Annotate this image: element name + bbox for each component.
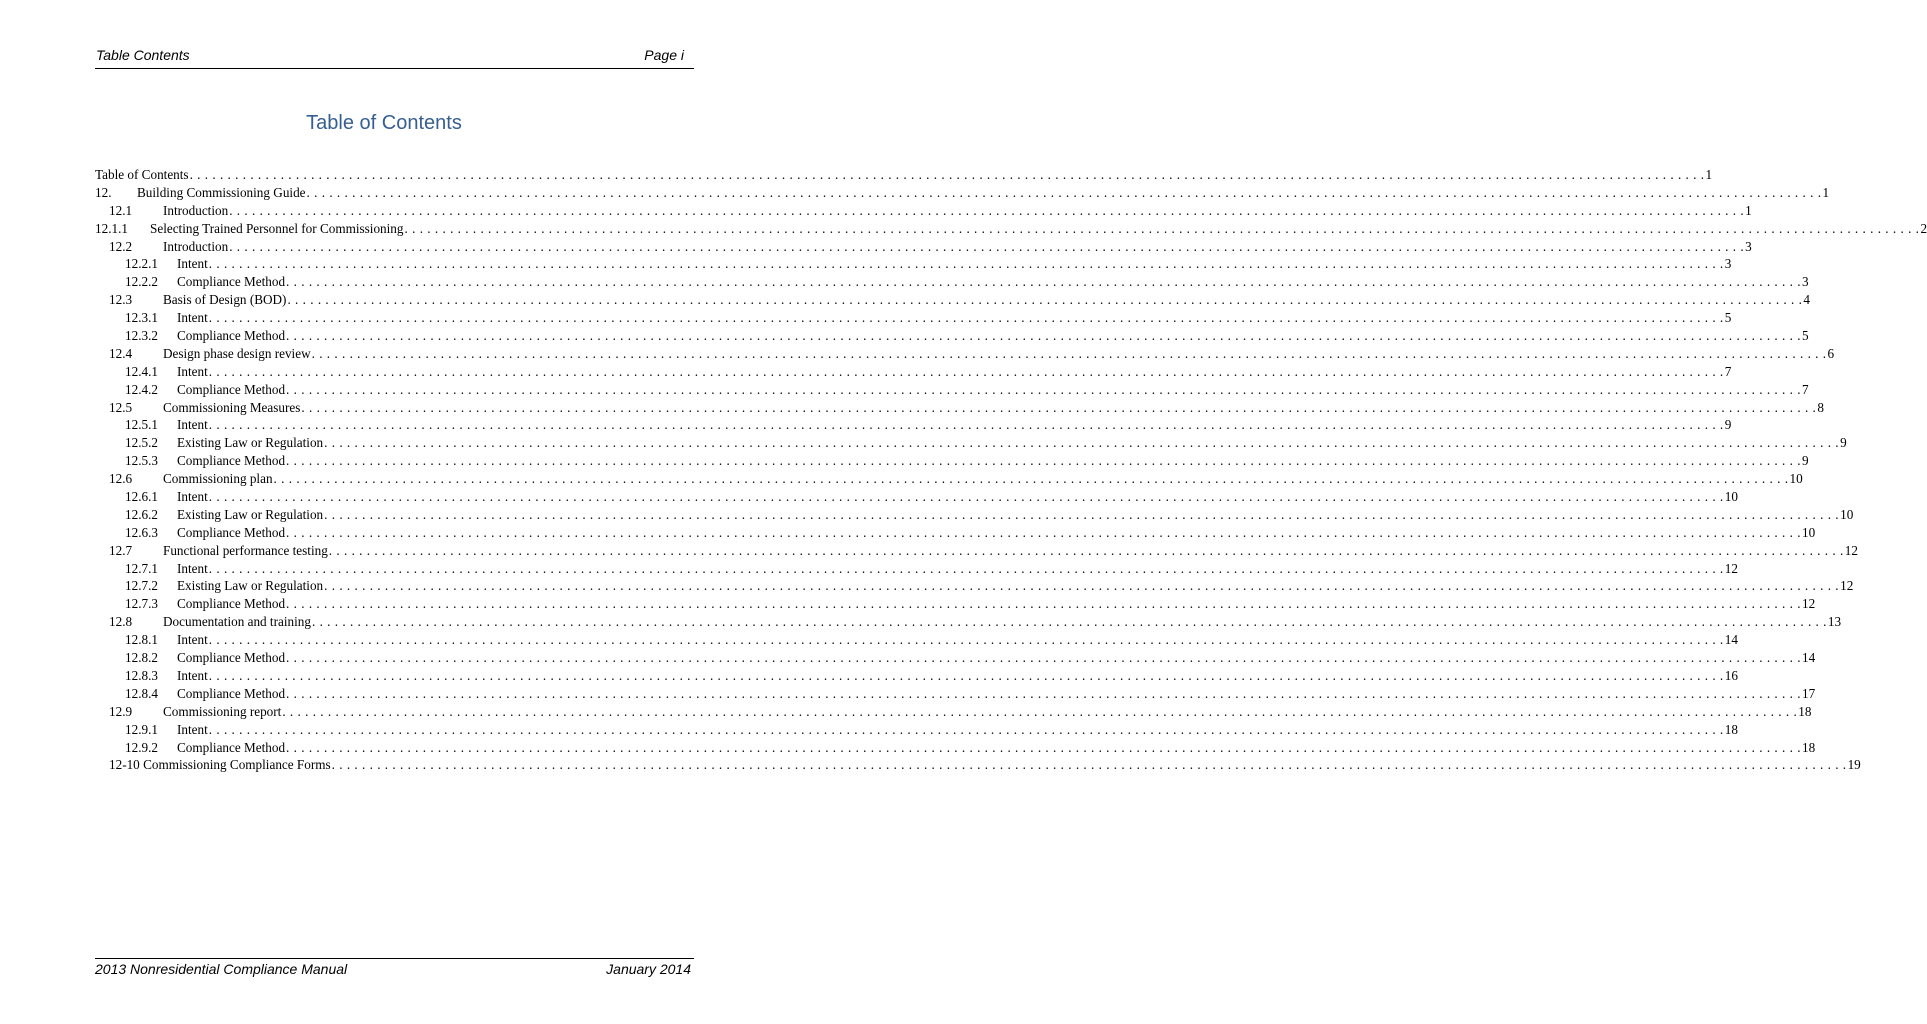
toc-entry-page: 7 bbox=[1802, 381, 1809, 397]
toc-entry[interactable] bbox=[95, 363, 1732, 381]
toc-entry-page: 10 bbox=[1789, 471, 1803, 487]
toc-entry-page: 14 bbox=[1802, 650, 1816, 666]
toc-dot-leader: . . . . . . . . . . . . . . . . . . . . . . . . . . . . . . . . . . . . . . . . . . . . . . . . . . . . . . . . . . . . . . . . . . . . . . . . . . . . . . . . . . . . . . . . . . . . . . . . . . . . . . . . . . . . . . . . . . . . . . . . . . . . . . . . . . . . . . . . . . . . . . . . . . . . . . . . . . . . . . . . . . . . . . . . . . . . . . . . . . . . . . . . . . . . . . . . . . . . . . . . bbox=[286, 381, 1801, 397]
toc-entry-page: 18 bbox=[1802, 739, 1816, 755]
toc-entry-title: Intent bbox=[177, 417, 208, 433]
toc-entry-title: Selecting Trained Personnel for Commissioning bbox=[150, 220, 404, 236]
toc-entry[interactable] bbox=[95, 524, 1816, 542]
toc-entry[interactable] bbox=[95, 202, 1752, 220]
toc-entry-title: Intent bbox=[177, 310, 208, 326]
toc-entry-title: Existing Law or Regulation bbox=[177, 506, 324, 522]
toc-entry-number: 12.5.1 bbox=[125, 417, 158, 433]
toc-entry-number: 12.1.1 bbox=[95, 220, 128, 236]
toc-entry-page: 10 bbox=[1840, 506, 1854, 522]
toc-entry[interactable] bbox=[95, 381, 1809, 399]
toc-entry-page: 2 bbox=[1920, 220, 1927, 236]
toc-entry-title: 12-10 Commissioning Compliance Forms bbox=[109, 757, 331, 773]
toc-entry[interactable] bbox=[95, 345, 1835, 363]
toc-entry-number: 12.3 bbox=[109, 292, 133, 308]
toc-entry[interactable] bbox=[95, 291, 1810, 309]
toc-entry-title: Existing Law or Regulation bbox=[177, 578, 324, 594]
toc-entry-page: 10 bbox=[1802, 524, 1816, 540]
toc-entry-number: 12.5.2 bbox=[125, 435, 158, 451]
toc-entry-title: Compliance Method bbox=[177, 739, 286, 755]
toc-entry-title: Compliance Method bbox=[177, 596, 286, 612]
toc-entry-number: 12.7.2 bbox=[125, 578, 158, 594]
toc-entry-number: 12.7.3 bbox=[125, 596, 158, 612]
toc-entry-page: 13 bbox=[1827, 614, 1842, 630]
toc-entry-number: 12.4 bbox=[109, 345, 133, 361]
toc-entry-page: 12 bbox=[1724, 560, 1738, 576]
footer-date: January 2014 bbox=[606, 961, 691, 977]
toc-entry-number: 12.4.2 bbox=[125, 381, 158, 397]
toc-entry-title: Compliance Method bbox=[177, 524, 286, 540]
toc-entry-page: 12 bbox=[1802, 596, 1816, 612]
toc-entry-number: 12.4.1 bbox=[125, 363, 158, 379]
toc-entry-number: 12.9 bbox=[109, 703, 133, 719]
toc-entry[interactable] bbox=[95, 434, 1847, 452]
toc-dot-leader: . . . . . . . . . . . . . . . . . . . . . . . . . . . . . . . . . . . . . . . . . . . . . . . . . . . . . . . . . . . . . . . . . . . . . . . . . . . . . . . . . . . . . . . . . . . . . . . . . . . . . . . . . . . . . . . . . . . . . . . . . . . . . . . . . . . . . . . . . . . . . . . . . . . . . . . . . . . . . . . . . . . . . . . . . . . . . . . . . . . . . . . . . . . . . . . . . . . . . . . . bbox=[286, 453, 1801, 469]
toc-entry[interactable] bbox=[95, 452, 1809, 470]
toc-entry-page: 17 bbox=[1802, 685, 1816, 701]
toc-entry-number: 12.5.3 bbox=[125, 453, 158, 469]
toc-entry[interactable] bbox=[95, 238, 1752, 256]
toc-dot-leader: . . . . . . . . . . . . . . . . . . . . . . . . . . . . . . . . . . . . . . . . . . . . . . . . . . . . . . . . . . . . . . . . . . . . . . . . . . . . . . . . . . . . . . . . . . . . . . . . . . . . . . . . . . . . . . . . . . . . . . . . . . . . . . . . . . . . . . . . . . . . . . . . . . . . . . . . . . . . . . . . . . . . . . . . . . . . . . . . . . . . . . . . . . . . . . . . . . . . . . . . bbox=[208, 632, 1724, 648]
toc-entry[interactable] bbox=[95, 721, 1738, 739]
toc-entry-page: 4 bbox=[1803, 292, 1810, 308]
toc-dot-leader: . . . . . . . . . . . . . . . . . . . . . . . . . . . . . . . . . . . . . . . . . . . . . . . . . . . . . . . . . . . . . . . . . . . . . . . . . . . . . . . . . . . . . . . . . . . . . . . . . . . . . . . . . . . . . . . . . . . . . . . . . . . . . . . . . . . . . . . . . . . . . . . . . . . . . . . . . . . . . . . . . . . . . . . . . . . . . . . . . . . . . . . . . . . . . . . . . . . . . . . . bbox=[306, 184, 1822, 200]
toc-dot-leader: . . . . . . . . . . . . . . . . . . . . . . . . . . . . . . . . . . . . . . . . . . . . . . . . . . . . . . . . . . . . . . . . . . . . . . . . . . . . . . . . . . . . . . . . . . . . . . . . . . . . . . . . . . . . . . . . . . . . . . . . . . . . . . . . . . . . . . . . . . . . . . . . . . . . . . . . . . . . . . . . . . . . . . . . . . . . . . . . . . . . . . . . . . . . . . . . . . . . . . . . bbox=[311, 614, 1827, 630]
toc-dot-leader: . . . . . . . . . . . . . . . . . . . . . . . . . . . . . . . . . . . . . . . . . . . . . . . . . . . . . . . . . . . . . . . . . . . . . . . . . . . . . . . . . . . . . . . . . . . . . . . . . . . . . . . . . . . . . . . . . . . . . . . . . . . . . . . . . . . . . . . . . . . . . . . . . . . . . . . . . . . . . . . . . . . . . . . . . . . . . . . . . . . . . . . . . . . . . . . . . . . . . . . . bbox=[189, 167, 1705, 182]
toc-entry[interactable] bbox=[95, 506, 1854, 524]
toc-entry-title: Documentation and training bbox=[163, 614, 311, 630]
toc-entry[interactable] bbox=[95, 470, 1803, 488]
toc-entry[interactable] bbox=[95, 667, 1738, 685]
document-title: Table of Contents bbox=[306, 112, 462, 134]
toc-entry-page: 5 bbox=[1802, 328, 1809, 344]
toc-dot-leader: . . . . . . . . . . . . . . . . . . . . . . . . . . . . . . . . . . . . . . . . . . . . . . . . . . . . . . . . . . . . . . . . . . . . . . . . . . . . . . . . . . . . . . . . . . . . . . . . . . . . . . . . . . . . . . . . . . . . . . . . . . . . . . . . . . . . . . . . . . . . . . . . . . . . . . . . . . . . . . . . . . . . . . . . . . . . . . . . . . . . . . . . . . . . . . . . . . . . . . . . bbox=[404, 220, 1920, 236]
toc-entry-number: 12.8.4 bbox=[125, 685, 158, 701]
table-of-contents bbox=[95, 166, 1927, 774]
toc-entry-page: 1 bbox=[1745, 202, 1752, 218]
toc-entry-title: Compliance Method bbox=[177, 685, 286, 701]
toc-entry-number: 12. bbox=[95, 184, 112, 200]
toc-entry-number: 12.2.1 bbox=[125, 256, 158, 272]
toc-dot-leader: . . . . . . . . . . . . . . . . . . . . . . . . . . . . . . . . . . . . . . . . . . . . . . . . . . . . . . . . . . . . . . . . . . . . . . . . . . . . . . . . . . . . . . . . . . . . . . . . . . . . . . . . . . . . . . . . . . . . . . . . . . . . . . . . . . . . . . . . . . . . . . . . . . . . . . . . . . . . . . . . . . . . . . . . . . . . . . . . . . . . . . . . . . . . . . . . . . . . . . . . bbox=[286, 650, 1801, 666]
toc-entry-title: Commissioning plan bbox=[163, 471, 273, 487]
toc-dot-leader: . . . . . . . . . . . . . . . . . . . . . . . . . . . . . . . . . . . . . . . . . . . . . . . . . . . . . . . . . . . . . . . . . . . . . . . . . . . . . . . . . . . . . . . . . . . . . . . . . . . . . . . . . . . . . . . . . . . . . . . . . . . . . . . . . . . . . . . . . . . . . . . . . . . . . . . . . . . . . . . . . . . . . . . . . . . . . . . . . . . . . . . . . . . . . . . . . . . . . . . . bbox=[208, 667, 1724, 683]
toc-entry[interactable] bbox=[95, 631, 1738, 649]
toc-entry-number: 12.3.2 bbox=[125, 328, 158, 344]
toc-dot-leader: . . . . . . . . . . . . . . . . . . . . . . . . . . . . . . . . . . . . . . . . . . . . . . . . . . . . . . . . . . . . . . . . . . . . . . . . . . . . . . . . . . . . . . . . . . . . . . . . . . . . . . . . . . . . . . . . . . . . . . . . . . . . . . . . . . . . . . . . . . . . . . . . . . . . . . . . . . . . . . . . . . . . . . . . . . . . . . . . . . . . . . . . . . . . . . . . . . . . . . . . bbox=[324, 435, 1840, 451]
toc-dot-leader: . . . . . . . . . . . . . . . . . . . . . . . . . . . . . . . . . . . . . . . . . . . . . . . . . . . . . . . . . . . . . . . . . . . . . . . . . . . . . . . . . . . . . . . . . . . . . . . . . . . . . . . . . . . . . . . . . . . . . . . . . . . . . . . . . . . . . . . . . . . . . . . . . . . . . . . . . . . . . . . . . . . . . . . . . . . . . . . . . . . . . . . . . . . . . . . . . . . . . . . . bbox=[286, 274, 1801, 290]
toc-entry-title: Functional performance testing bbox=[163, 542, 328, 558]
toc-dot-leader: . . . . . . . . . . . . . . . . . . . . . . . . . . . . . . . . . . . . . . . . . . . . . . . . . . . . . . . . . . . . . . . . . . . . . . . . . . . . . . . . . . . . . . . . . . . . . . . . . . . . . . . . . . . . . . . . . . . . . . . . . . . . . . . . . . . . . . . . . . . . . . . . . . . . . . . . . . . . . . . . . . . . . . . . . . . . . . . . . . . . . . . . . . . . . . . . . . . . . . . . bbox=[287, 292, 1803, 308]
toc-dot-leader: . . . . . . . . . . . . . . . . . . . . . . . . . . . . . . . . . . . . . . . . . . . . . . . . . . . . . . . . . . . . . . . . . . . . . . . . . . . . . . . . . . . . . . . . . . . . . . . . . . . . . . . . . . . . . . . . . . . . . . . . . . . . . . . . . . . . . . . . . . . . . . . . . . . . . . . . . . . . . . . . . . . . . . . . . . . . . . . . . . . . . . . . . . . . . . . . . . . . . . . . bbox=[208, 721, 1724, 737]
toc-entry-page: 12 bbox=[1840, 578, 1854, 594]
toc-dot-leader: . . . . . . . . . . . . . . . . . . . . . . . . . . . . . . . . . . . . . . . . . . . . . . . . . . . . . . . . . . . . . . . . . . . . . . . . . . . . . . . . . . . . . . . . . . . . . . . . . . . . . . . . . . . . . . . . . . . . . . . . . . . . . . . . . . . . . . . . . . . . . . . . . . . . . . . . . . . . . . . . . . . . . . . . . . . . . . . . . . . . . . . . . . . . . . . . . . . . . . . . bbox=[273, 471, 1789, 487]
toc-entry-number: 12.8.2 bbox=[125, 650, 158, 666]
toc-entry-title: Compliance Method bbox=[177, 381, 286, 397]
toc-entry-page: 9 bbox=[1840, 435, 1847, 451]
toc-entry[interactable] bbox=[95, 399, 1824, 417]
header-section-title: Table Contents bbox=[96, 47, 190, 63]
toc-entry-page: 3 bbox=[1745, 238, 1752, 254]
toc-entry-title: Intent bbox=[177, 256, 208, 272]
toc-entry-title: Intent bbox=[177, 667, 208, 683]
toc-entry-number: 12.6.3 bbox=[125, 524, 158, 540]
toc-entry-page: 18 bbox=[1798, 703, 1812, 719]
toc-entry-page: 7 bbox=[1724, 363, 1732, 379]
toc-dot-leader: . . . . . . . . . . . . . . . . . . . . . . . . . . . . . . . . . . . . . . . . . . . . . . . . . . . . . . . . . . . . . . . . . . . . . . . . . . . . . . . . . . . . . . . . . . . . . . . . . . . . . . . . . . . . . . . . . . . . . . . . . . . . . . . . . . . . . . . . . . . . . . . . . . . . . . . . . . . . . . . . . . . . . . . . . . . . . . . . . . . . . . . . . . . . . . . . . . . . . . . . bbox=[328, 542, 1844, 558]
toc-entry-number: 12.1 bbox=[109, 202, 133, 218]
toc-entry[interactable] bbox=[95, 577, 1854, 595]
toc-entry[interactable] bbox=[95, 739, 1816, 757]
toc-dot-leader: . . . . . . . . . . . . . . . . . . . . . . . . . . . . . . . . . . . . . . . . . . . . . . . . . . . . . . . . . . . . . . . . . . . . . . . . . . . . . . . . . . . . . . . . . . . . . . . . . . . . . . . . . . . . . . . . . . . . . . . . . . . . . . . . . . . . . . . . . . . . . . . . . . . . . . . . . . . . . . . . . . . . . . . . . . . . . . . . . . . . . . . . . . . . . . . . . . . . . . . . bbox=[282, 703, 1798, 719]
toc-dot-leader: . . . . . . . . . . . . . . . . . . . . . . . . . . . . . . . . . . . . . . . . . . . . . . . . . . . . . . . . . . . . . . . . . . . . . . . . . . . . . . . . . . . . . . . . . . . . . . . . . . . . . . . . . . . . . . . . . . . . . . . . . . . . . . . . . . . . . . . . . . . . . . . . . . . . . . . . . . . . . . . . . . . . . . . . . . . . . . . . . . . . . . . . . . . . . . . . . . . . . . . . bbox=[208, 489, 1724, 505]
toc-entry-title: Basis of Design (BOD) bbox=[163, 292, 287, 308]
toc-entry-number: 12.8.3 bbox=[125, 667, 158, 683]
toc-entry-number: 12.5 bbox=[109, 399, 133, 415]
toc-entry-number: 12.3.1 bbox=[125, 310, 158, 326]
toc-entry-page: 18 bbox=[1724, 721, 1738, 737]
toc-entry-number: 12.8.1 bbox=[125, 632, 158, 648]
toc-dot-leader: . . . . . . . . . . . . . . . . . . . . . . . . . . . . . . . . . . . . . . . . . . . . . . . . . . . . . . . . . . . . . . . . . . . . . . . . . . . . . . . . . . . . . . . . . . . . . . . . . . . . . . . . . . . . . . . . . . . . . . . . . . . . . . . . . . . . . . . . . . . . . . . . . . . . . . . . . . . . . . . . . . . . . . . . . . . . . . . . . . . . . . . . . . . . . . . . . . . . . . . . bbox=[208, 560, 1724, 576]
toc-dot-leader: . . . . . . . . . . . . . . . . . . . . . . . . . . . . . . . . . . . . . . . . . . . . . . . . . . . . . . . . . . . . . . . . . . . . . . . . . . . . . . . . . . . . . . . . . . . . . . . . . . . . . . . . . . . . . . . . . . . . . . . . . . . . . . . . . . . . . . . . . . . . . . . . . . . . . . . . . . . . . . . . . . . . . . . . . . . . . . . . . . . . . . . . . . . . . . . . . . . . . . . . bbox=[286, 524, 1801, 540]
toc-entry[interactable] bbox=[95, 166, 1713, 184]
toc-entry[interactable] bbox=[95, 703, 1812, 721]
toc-entry-number: 12.2.2 bbox=[125, 274, 158, 290]
toc-entry-number: 12.6.2 bbox=[125, 506, 158, 522]
toc-entry-title: Intent bbox=[177, 363, 208, 379]
toc-dot-leader: . . . . . . . . . . . . . . . . . . . . . . . . . . . . . . . . . . . . . . . . . . . . . . . . . . . . . . . . . . . . . . . . . . . . . . . . . . . . . . . . . . . . . . . . . . . . . . . . . . . . . . . . . . . . . . . . . . . . . . . . . . . . . . . . . . . . . . . . . . . . . . . . . . . . . . . . . . . . . . . . . . . . . . . . . . . . . . . . . . . . . . . . . . . . . . . . . . . . . . . . bbox=[286, 685, 1801, 701]
toc-entry-title: Compliance Method bbox=[177, 328, 286, 344]
toc-entry-page: 1 bbox=[1705, 167, 1713, 182]
page-header bbox=[95, 46, 694, 69]
toc-entry-title: Compliance Method bbox=[177, 650, 286, 666]
toc-dot-leader: . . . . . . . . . . . . . . . . . . . . . . . . . . . . . . . . . . . . . . . . . . . . . . . . . . . . . . . . . . . . . . . . . . . . . . . . . . . . . . . . . . . . . . . . . . . . . . . . . . . . . . . . . . . . . . . . . . . . . . . . . . . . . . . . . . . . . . . . . . . . . . . . . . . . . . . . . . . . . . . . . . . . . . . . . . . . . . . . . . . . . . . . . . . . . . . . . . . . . . . . bbox=[208, 417, 1724, 433]
toc-entry[interactable] bbox=[95, 613, 1842, 631]
toc-entry-title: Compliance Method bbox=[177, 274, 286, 290]
page-footer bbox=[95, 958, 694, 979]
toc-entry[interactable] bbox=[95, 542, 1858, 560]
toc-entry[interactable] bbox=[95, 255, 1732, 273]
toc-entry-number: 12.7.1 bbox=[125, 560, 158, 576]
toc-entry-page: 6 bbox=[1827, 345, 1835, 361]
toc-entry-number: 12.9.1 bbox=[125, 721, 158, 737]
toc-entry-number: 12.6 bbox=[109, 471, 133, 487]
toc-entry[interactable] bbox=[95, 756, 1861, 774]
toc-dot-leader: . . . . . . . . . . . . . . . . . . . . . . . . . . . . . . . . . . . . . . . . . . . . . . . . . . . . . . . . . . . . . . . . . . . . . . . . . . . . . . . . . . . . . . . . . . . . . . . . . . . . . . . . . . . . . . . . . . . . . . . . . . . . . . . . . . . . . . . . . . . . . . . . . . . . . . . . . . . . . . . . . . . . . . . . . . . . . . . . . . . . . . . . . . . . . . . . . . . . . . . . bbox=[286, 596, 1801, 612]
toc-entry-title: Commissioning Measures bbox=[163, 399, 301, 415]
toc-entry[interactable] bbox=[95, 595, 1816, 613]
toc-entry-page: 19 bbox=[1847, 757, 1861, 773]
toc-entry-number: 12.6.1 bbox=[125, 489, 158, 505]
toc-entry-page: 12 bbox=[1844, 542, 1858, 558]
toc-entry-page: 1 bbox=[1822, 184, 1830, 200]
toc-entry[interactable] bbox=[95, 649, 1816, 667]
toc-entry-title: Table of Contents bbox=[95, 167, 189, 182]
toc-entry-number: 12.9.2 bbox=[125, 739, 158, 755]
toc-entry-number: 12.8 bbox=[109, 614, 133, 630]
toc-entry-page: 16 bbox=[1724, 667, 1738, 683]
toc-entry-title: Design phase design review bbox=[163, 345, 311, 361]
footer-manual-title: 2013 Nonresidential Compliance Manual bbox=[95, 961, 348, 977]
toc-dot-leader: . . . . . . . . . . . . . . . . . . . . . . . . . . . . . . . . . . . . . . . . . . . . . . . . . . . . . . . . . . . . . . . . . . . . . . . . . . . . . . . . . . . . . . . . . . . . . . . . . . . . . . . . . . . . . . . . . . . . . . . . . . . . . . . . . . . . . . . . . . . . . . . . . . . . . . . . . . . . . . . . . . . . . . . . . . . . . . . . . . . . . . . . . . . . . . . . . . . . . . . . bbox=[324, 506, 1840, 522]
toc-entry-title: Compliance Method bbox=[177, 453, 286, 469]
toc-dot-leader: . . . . . . . . . . . . . . . . . . . . . . . . . . . . . . . . . . . . . . . . . . . . . . . . . . . . . . . . . . . . . . . . . . . . . . . . . . . . . . . . . . . . . . . . . . . . . . . . . . . . . . . . . . . . . . . . . . . . . . . . . . . . . . . . . . . . . . . . . . . . . . . . . . . . . . . . . . . . . . . . . . . . . . . . . . . . . . . . . . . . . . . . . . . . . . . . . . . . . . . . bbox=[311, 345, 1827, 361]
toc-entry-page: 3 bbox=[1802, 274, 1809, 290]
toc-dot-leader: . . . . . . . . . . . . . . . . . . . . . . . . . . . . . . . . . . . . . . . . . . . . . . . . . . . . . . . . . . . . . . . . . . . . . . . . . . . . . . . . . . . . . . . . . . . . . . . . . . . . . . . . . . . . . . . . . . . . . . . . . . . . . . . . . . . . . . . . . . . . . . . . . . . . . . . . . . . . . . . . . . . . . . . . . . . . . . . . . . . . . . . . . . . . . . . . . . . . . . . . bbox=[286, 739, 1801, 755]
toc-dot-leader: . . . . . . . . . . . . . . . . . . . . . . . . . . . . . . . . . . . . . . . . . . . . . . . . . . . . . . . . . . . . . . . . . . . . . . . . . . . . . . . . . . . . . . . . . . . . . . . . . . . . . . . . . . . . . . . . . . . . . . . . . . . . . . . . . . . . . . . . . . . . . . . . . . . . . . . . . . . . . . . . . . . . . . . . . . . . . . . . . . . . . . . . . . . . . . . . . . . . . . . . bbox=[286, 328, 1801, 344]
toc-entry[interactable] bbox=[95, 416, 1732, 434]
toc-entry-page: 10 bbox=[1724, 489, 1738, 505]
header-page-number: Page i bbox=[644, 47, 684, 63]
toc-entry-title: Intent bbox=[177, 632, 208, 648]
toc-dot-leader: . . . . . . . . . . . . . . . . . . . . . . . . . . . . . . . . . . . . . . . . . . . . . . . . . . . . . . . . . . . . . . . . . . . . . . . . . . . . . . . . . . . . . . . . . . . . . . . . . . . . . . . . . . . . . . . . . . . . . . . . . . . . . . . . . . . . . . . . . . . . . . . . . . . . . . . . . . . . . . . . . . . . . . . . . . . . . . . . . . . . . . . . . . . . . . . . . . . . . . . . bbox=[229, 202, 1745, 218]
toc-entry-number: 12.7 bbox=[109, 542, 133, 558]
toc-dot-leader: . . . . . . . . . . . . . . . . . . . . . . . . . . . . . . . . . . . . . . . . . . . . . . . . . . . . . . . . . . . . . . . . . . . . . . . . . . . . . . . . . . . . . . . . . . . . . . . . . . . . . . . . . . . . . . . . . . . . . . . . . . . . . . . . . . . . . . . . . . . . . . . . . . . . . . . . . . . . . . . . . . . . . . . . . . . . . . . . . . . . . . . . . . . . . . . . . . . . . . . . bbox=[229, 238, 1745, 254]
toc-dot-leader: . . . . . . . . . . . . . . . . . . . . . . . . . . . . . . . . . . . . . . . . . . . . . . . . . . . . . . . . . . . . . . . . . . . . . . . . . . . . . . . . . . . . . . . . . . . . . . . . . . . . . . . . . . . . . . . . . . . . . . . . . . . . . . . . . . . . . . . . . . . . . . . . . . . . . . . . . . . . . . . . . . . . . . . . . . . . . . . . . . . . . . . . . . . . . . . . . . . . . . . . bbox=[331, 757, 1847, 773]
toc-entry[interactable] bbox=[95, 273, 1809, 291]
toc-entry-title: Building Commissioning Guide bbox=[137, 184, 306, 200]
toc-entry-title: Introduction bbox=[163, 202, 229, 218]
toc-entry-page: 9 bbox=[1802, 453, 1809, 469]
toc-entry-number: 12.2 bbox=[109, 238, 133, 254]
toc-dot-leader: . . . . . . . . . . . . . . . . . . . . . . . . . . . . . . . . . . . . . . . . . . . . . . . . . . . . . . . . . . . . . . . . . . . . . . . . . . . . . . . . . . . . . . . . . . . . . . . . . . . . . . . . . . . . . . . . . . . . . . . . . . . . . . . . . . . . . . . . . . . . . . . . . . . . . . . . . . . . . . . . . . . . . . . . . . . . . . . . . . . . . . . . . . . . . . . . . . . . . . . . bbox=[208, 256, 1724, 272]
toc-entry-title: Intent bbox=[177, 489, 208, 505]
toc-entry-title: Commissioning report bbox=[163, 703, 282, 719]
toc-entry[interactable] bbox=[95, 685, 1816, 703]
toc-dot-leader: . . . . . . . . . . . . . . . . . . . . . . . . . . . . . . . . . . . . . . . . . . . . . . . . . . . . . . . . . . . . . . . . . . . . . . . . . . . . . . . . . . . . . . . . . . . . . . . . . . . . . . . . . . . . . . . . . . . . . . . . . . . . . . . . . . . . . . . . . . . . . . . . . . . . . . . . . . . . . . . . . . . . . . . . . . . . . . . . . . . . . . . . . . . . . . . . . . . . . . . . bbox=[208, 363, 1724, 379]
toc-entry-page: 5 bbox=[1724, 310, 1732, 326]
toc-entry-page: 3 bbox=[1724, 256, 1732, 272]
toc-entry[interactable] bbox=[95, 184, 1830, 202]
toc-entry-page: 14 bbox=[1724, 632, 1738, 648]
toc-entry[interactable] bbox=[95, 488, 1738, 506]
toc-entry-page: 9 bbox=[1724, 417, 1732, 433]
toc-entry-title: Existing Law or Regulation bbox=[177, 435, 324, 451]
toc-dot-leader: . . . . . . . . . . . . . . . . . . . . . . . . . . . . . . . . . . . . . . . . . . . . . . . . . . . . . . . . . . . . . . . . . . . . . . . . . . . . . . . . . . . . . . . . . . . . . . . . . . . . . . . . . . . . . . . . . . . . . . . . . . . . . . . . . . . . . . . . . . . . . . . . . . . . . . . . . . . . . . . . . . . . . . . . . . . . . . . . . . . . . . . . . . . . . . . . . . . . . . . . bbox=[324, 578, 1840, 594]
toc-entry-title: Intent bbox=[177, 721, 208, 737]
toc-dot-leader: . . . . . . . . . . . . . . . . . . . . . . . . . . . . . . . . . . . . . . . . . . . . . . . . . . . . . . . . . . . . . . . . . . . . . . . . . . . . . . . . . . . . . . . . . . . . . . . . . . . . . . . . . . . . . . . . . . . . . . . . . . . . . . . . . . . . . . . . . . . . . . . . . . . . . . . . . . . . . . . . . . . . . . . . . . . . . . . . . . . . . . . . . . . . . . . . . . . . . . . . bbox=[301, 399, 1817, 415]
toc-entry-page: 8 bbox=[1817, 399, 1824, 415]
toc-dot-leader: . . . . . . . . . . . . . . . . . . . . . . . . . . . . . . . . . . . . . . . . . . . . . . . . . . . . . . . . . . . . . . . . . . . . . . . . . . . . . . . . . . . . . . . . . . . . . . . . . . . . . . . . . . . . . . . . . . . . . . . . . . . . . . . . . . . . . . . . . . . . . . . . . . . . . . . . . . . . . . . . . . . . . . . . . . . . . . . . . . . . . . . . . . . . . . . . . . . . . . . . bbox=[208, 310, 1724, 326]
toc-entry[interactable] bbox=[95, 220, 1927, 238]
toc-entry-title: Introduction bbox=[163, 238, 229, 254]
toc-entry[interactable] bbox=[95, 309, 1732, 327]
toc-entry[interactable] bbox=[95, 560, 1738, 578]
toc-entry-title: Intent bbox=[177, 560, 208, 576]
toc-entry[interactable] bbox=[95, 327, 1809, 345]
